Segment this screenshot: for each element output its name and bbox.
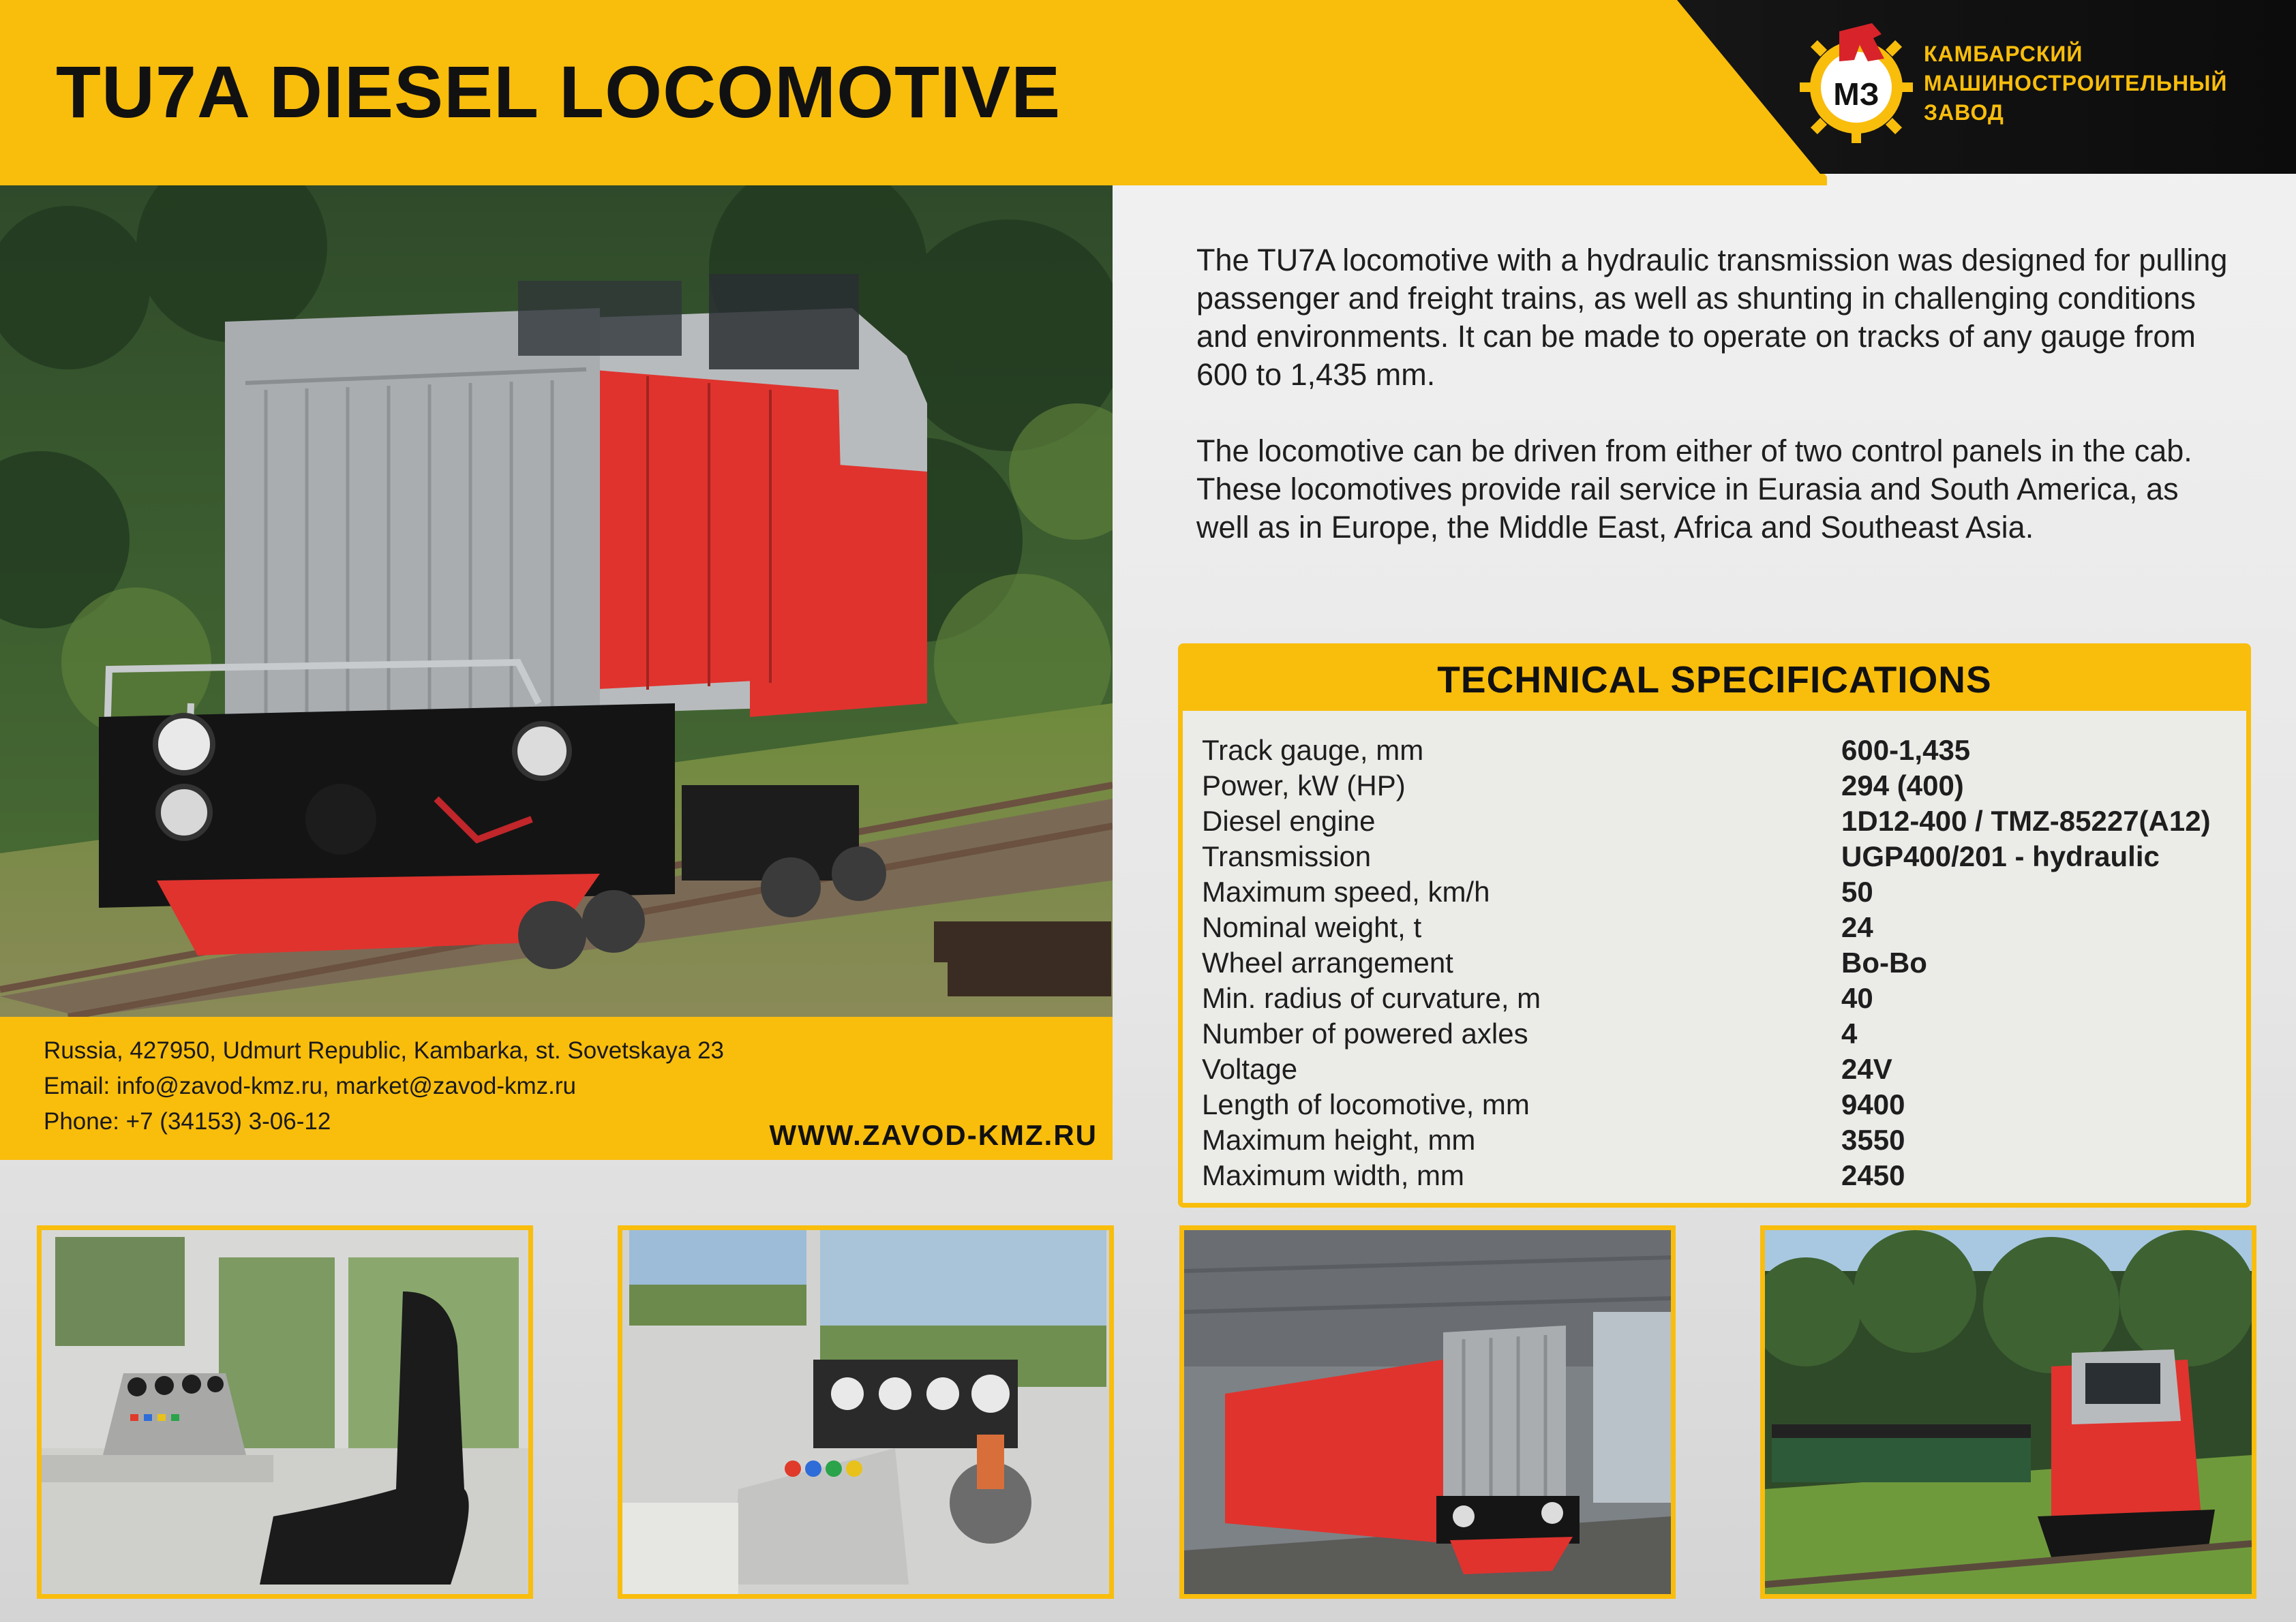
spec-table bbox=[1178, 643, 2251, 1208]
spec-label: Transmission bbox=[1202, 840, 1372, 872]
spec-row bbox=[1202, 1016, 2224, 1052]
spec-row bbox=[1202, 804, 2224, 839]
spec-label: Number of powered axles bbox=[1202, 1017, 1528, 1050]
spec-label: Maximum speed, km/h bbox=[1202, 876, 1490, 908]
page-title: TU7A DIESEL LOCOMOTIVE bbox=[56, 50, 1061, 133]
spec-label: Track gauge, mm bbox=[1202, 734, 1424, 766]
spec-value: 50 bbox=[1841, 876, 1873, 908]
spec-value: Bo-Bo bbox=[1841, 947, 1927, 979]
description-paragraph-1: The TU7A locomotive with a hydraulic transmission was designed for pulling passenger and freight trains, as well as shunting in challenging conditions and environments. It can be made to operate on tracks of any gauge from 600 to 1,435 mm. bbox=[1196, 243, 2228, 392]
spec-label: Maximum height, mm bbox=[1202, 1124, 1476, 1156]
spec-row bbox=[1202, 1122, 2224, 1158]
spec-value: 3550 bbox=[1841, 1124, 1905, 1156]
spec-row bbox=[1202, 1052, 2224, 1087]
spec-row bbox=[1202, 874, 2224, 910]
spec-label: Diesel engine bbox=[1202, 805, 1376, 837]
contact-bar bbox=[0, 1017, 1113, 1160]
spec-row bbox=[1202, 910, 2224, 945]
company-name-line-1: КАМБАРСКИЙ bbox=[1924, 42, 2083, 66]
spec-value: 24 bbox=[1841, 911, 1873, 943]
train-in-forest-photo bbox=[1760, 1225, 2256, 1599]
depot-locomotive-photo bbox=[1179, 1225, 1676, 1599]
spec-row bbox=[1202, 839, 2224, 874]
spec-row bbox=[1202, 733, 2224, 768]
spec-value: 4 bbox=[1841, 1017, 1858, 1050]
spec-row bbox=[1202, 945, 2224, 981]
spec-label: Length of locomotive, mm bbox=[1202, 1088, 1530, 1120]
spec-value: 40 bbox=[1841, 982, 1873, 1014]
company-name-line-3: ЗАВОД bbox=[1924, 100, 2004, 125]
svg-text:МЗ: МЗ bbox=[1833, 76, 1879, 112]
spec-value: 2450 bbox=[1841, 1159, 1905, 1191]
spec-value: 9400 bbox=[1841, 1088, 1905, 1120]
spec-value: UGP400/201 - hydraulic bbox=[1841, 840, 2160, 872]
hero-locomotive-photo bbox=[0, 185, 1113, 1017]
website-link[interactable]: WWW.ZAVOD-KMZ.RU bbox=[769, 1119, 1098, 1151]
description bbox=[1196, 241, 2233, 585]
spec-label: Maximum width, mm bbox=[1202, 1159, 1465, 1191]
company-logo-icon bbox=[1792, 19, 1921, 149]
company-name bbox=[1924, 40, 2227, 127]
control-panel-photo bbox=[618, 1225, 1114, 1599]
contact-address: Russia, 427950, Udmurt Republic, Kambarka, st. Sovetskaya 23 bbox=[44, 1037, 724, 1064]
spec-value: 1D12-400 / TMZ-85227(A12) bbox=[1841, 805, 2211, 837]
spec-value: 294 (400) bbox=[1841, 769, 1964, 801]
spec-label: Min. radius of curvature, m bbox=[1202, 982, 1541, 1014]
spec-row bbox=[1202, 1087, 2224, 1122]
contact-email[interactable]: Email: info@zavod-kmz.ru, market@zavod-kmz.ru bbox=[44, 1073, 576, 1099]
spec-row bbox=[1202, 1158, 2224, 1193]
spec-label: Voltage bbox=[1202, 1053, 1298, 1085]
contact-phone[interactable]: Phone: +7 (34153) 3-06-12 bbox=[44, 1108, 331, 1135]
spec-value: 24V bbox=[1841, 1053, 1892, 1085]
spec-label: Power, kW (HP) bbox=[1202, 769, 1406, 801]
spec-row bbox=[1202, 981, 2224, 1016]
spec-label: Wheel arrangement bbox=[1202, 947, 1453, 979]
spec-value: 600-1,435 bbox=[1841, 734, 1971, 766]
company-name-line-2: МАШИНОСТРОИТЕЛЬНЫЙ bbox=[1924, 71, 2228, 95]
cab-interior-photo bbox=[37, 1225, 533, 1599]
spec-label: Nominal weight, t bbox=[1202, 911, 1422, 943]
spec-table-title: TECHNICAL SPECIFICATIONS bbox=[1183, 648, 2246, 711]
description-paragraph-2: The locomotive can be driven from either of two control panels in the cab. These locomotives provide rail service in Eurasia and South America, as well as in Europe, the Middle East, Africa and Southeast Asia. bbox=[1196, 433, 2192, 545]
spec-row bbox=[1202, 768, 2224, 804]
